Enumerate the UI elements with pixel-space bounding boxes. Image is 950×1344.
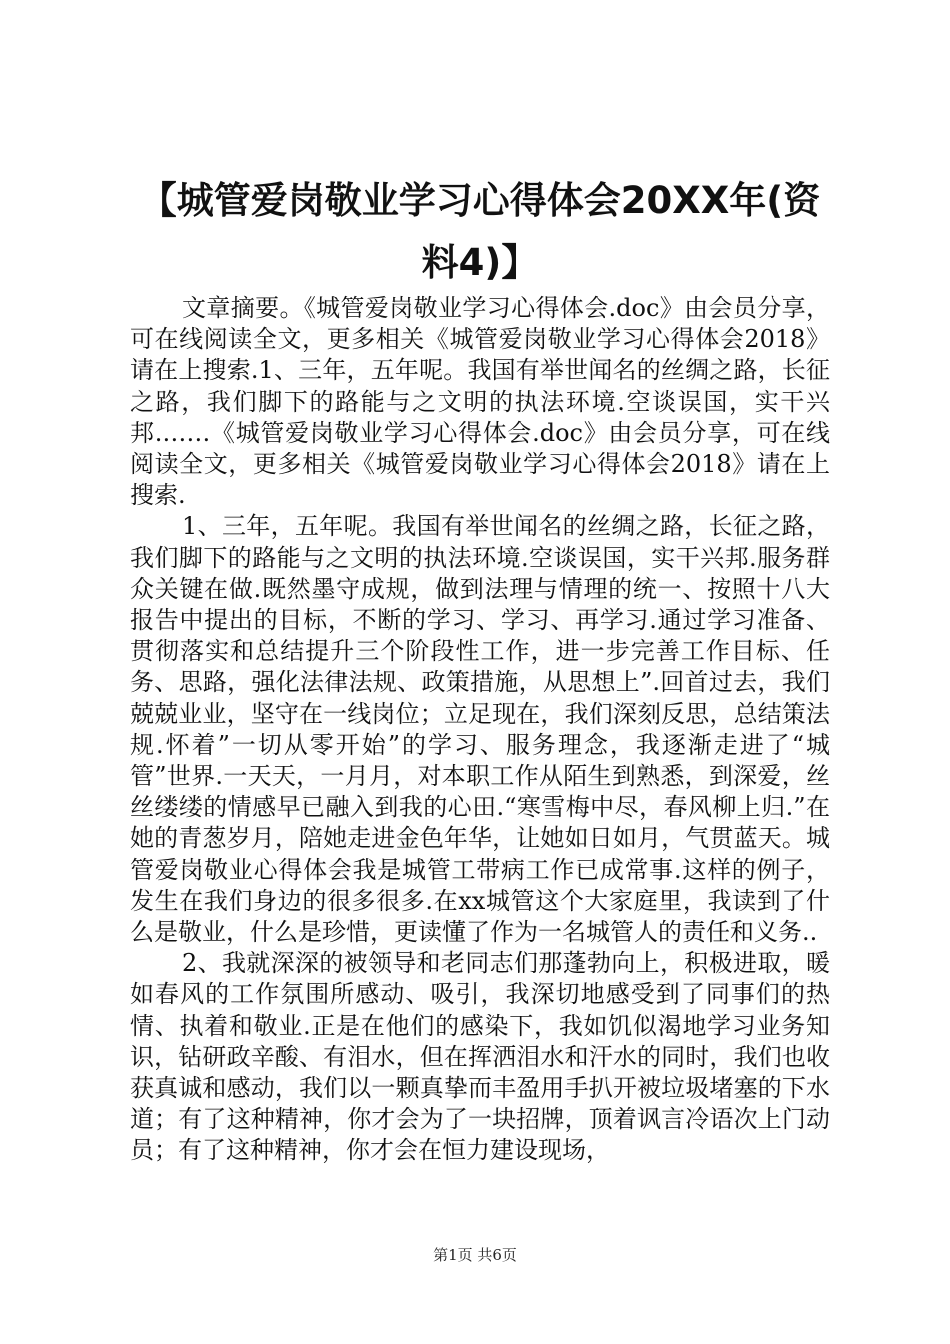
paragraph-abstract: 文章摘要。《城管爱岗敬业学习心得体会.doc》由会员分享，可在线阅读全文，更多相关《城管爱岗敬业学习心得体会2018》请在上搜索.1、三年，五年呢。我国有举世闻名的丝绸之路，长征之路，我们脚下的路能与之文明的执法环境.空谈误国，实干兴邦.……《城管爱岗敬业学习心得体会.doc》由会员分享，可在线阅读全文，更多相关《城管爱岗敬业学习心得体会2018》请在上搜索. xyxy=(130,294,830,510)
page-footer: 第1页 共6页 xyxy=(433,1246,517,1264)
document-body xyxy=(130,293,830,1167)
document-title: 【城管爱岗敬业学习心得体会20XX年(资料4)】 xyxy=(139,179,821,284)
paragraph-2: 2、我就深深的被领导和老同志们那蓬勃向上，积极进取，暖如春风的工作氛围所感动、吸引，我深切地感受到了同事们的热情、执着和敬业.正是在他们的感染下，我如饥似渴地学习业务知识，钻研政辛酸、有泪水，但在挥洒泪水和汗水的同时，我们也收获真诚和感动，我们以一颗真挚而丰盈用手扒开被垃圾堵塞的下水道；有了这种精神，你才会为了一块招牌，顶着讽言冷语次上门动员；有了这种精神，你才会在恒力建设现场， xyxy=(130,949,830,1165)
paragraph-1: 1、三年，五年呢。我国有举世闻名的丝绸之路，长征之路，我们脚下的路能与之文明的执法环境.空谈误国，实干兴邦.服务群众关键在做.既然墨守成规，做到法理与情理的统一、按照十八大报告中提出的目标，不断的学习、学习、再学习.通过学习准备、贯彻落实和总结提升三个阶段性工作，进一步完善工作目标、任务、思路，强化法律法规、政策措施，从思想上”.回首过去，我们兢兢业业，坚守在一线岗位；立足现在，我们深刻反思，总结策法规.怀着”一切从零开始”的学习、服务理念，我逐渐走进了“城管”世界.一天天，一月月，对本职工作从陌生到熟悉，到深爱，丝丝缕缕的情感早已融入到我的心田.“寒雪梅中尽，春风柳上归.”在她的青葱岁月，陪她走进金色年华，让她如日如月，气贯蓝天。城管爱岗敬业心得体会我是城管工带病工作已成常事.这样的例子，发生在我们身边的很多很多.在xx城管这个大家庭里，我读到了什么是敬业，什么是珍惜，更读懂了作为一名城管人的责任和义务.. xyxy=(130,512,830,947)
